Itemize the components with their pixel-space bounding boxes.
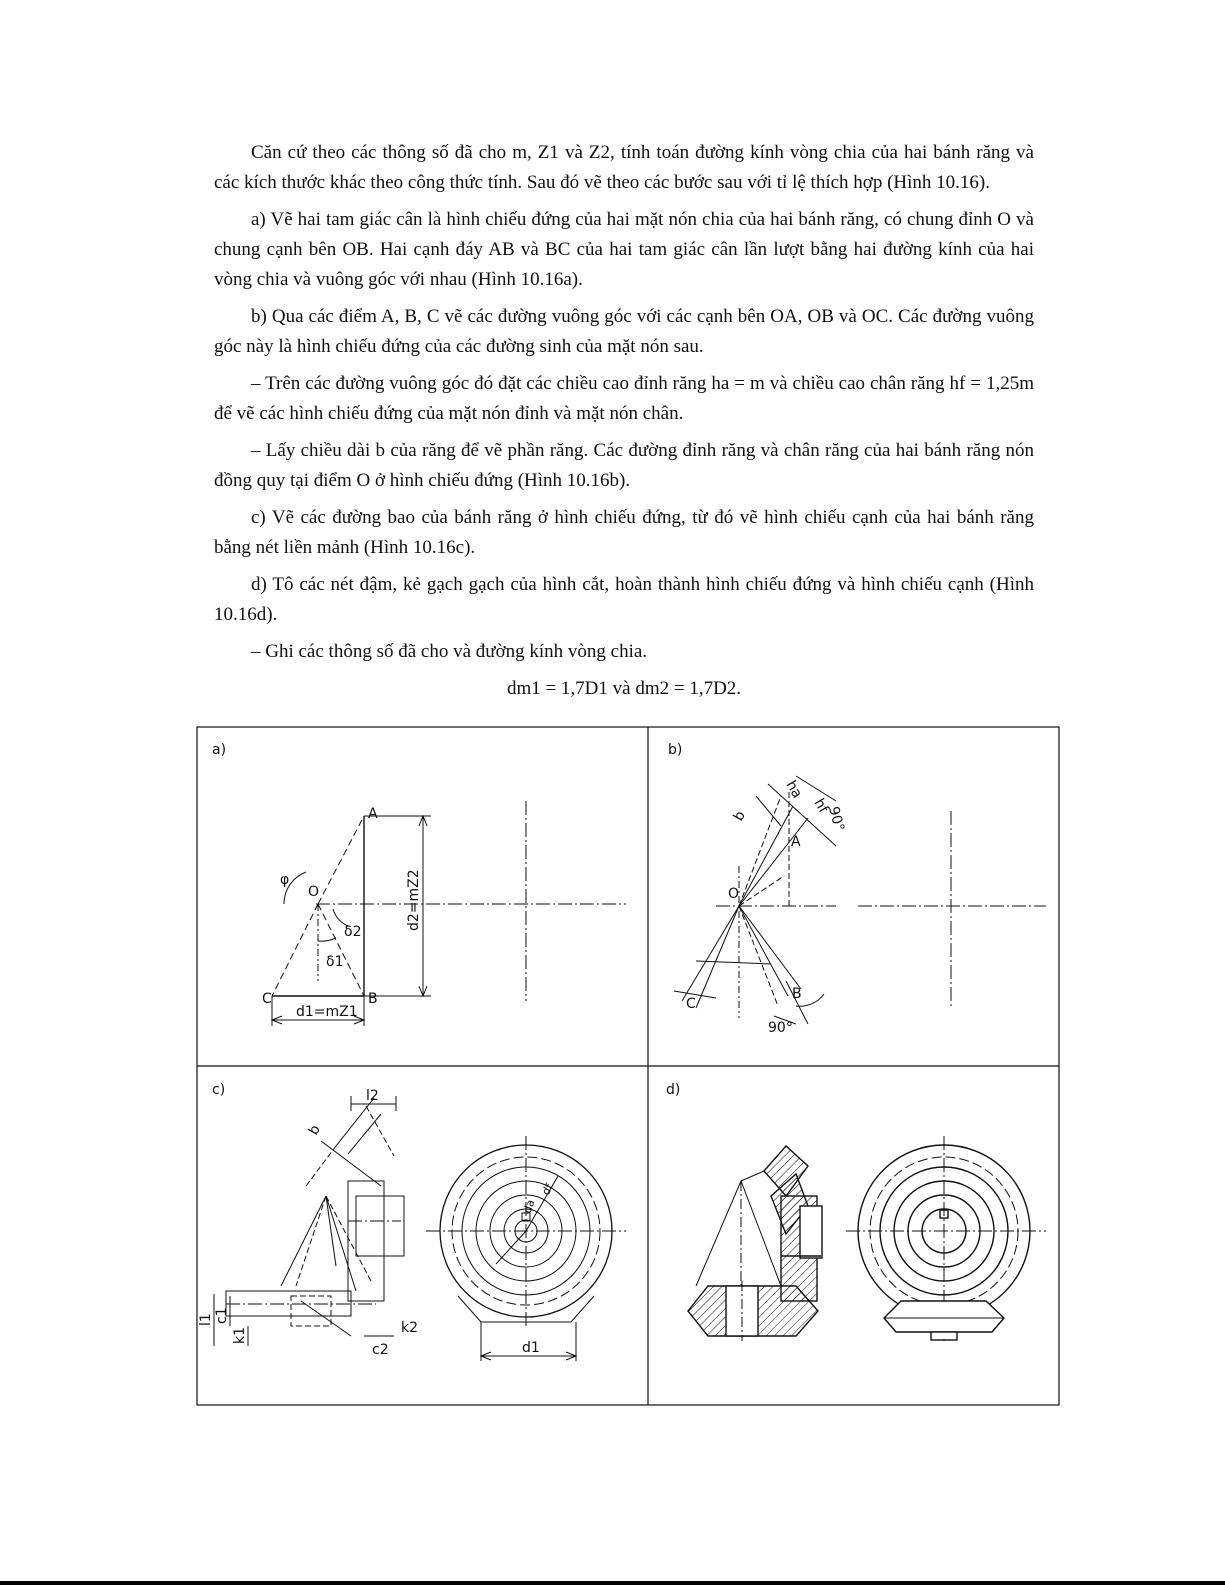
dimension-da-label: da: [520, 1197, 538, 1216]
figure-10-16: [196, 726, 1062, 1410]
page-bottom-rule: [0, 1581, 1225, 1585]
dimension-k2-label: k2: [401, 1320, 419, 1336]
tooth-length-b-label: b: [730, 808, 749, 824]
tooth-length-c-label: b: [305, 1122, 324, 1138]
dimension-k1-label: k1: [232, 1326, 248, 1344]
paragraph-step-d: d) Tô các nét đậm, kẻ gạch gạch của hình cắt, hoàn thành hình chiếu đứng và hình chiếu cạnh (Hình 10.16d).: [214, 574, 1034, 625]
body-text: [214, 138, 1034, 711]
equation: dm1 = 1,7D1 và dm2 = 1,7D2.: [506, 678, 742, 699]
dimension-l1-label: l1: [198, 1313, 214, 1326]
paragraph-step-a: a) Vẽ hai tam giác cân là hình chiếu đứng của hai mặt nón chia của hai bánh răng, có chung đỉnh O và chung cạnh bên OB. Hai cạnh đáy AB và BC của hai tam giác cân lần lượt bằng hai đường kính của hai vòng chia và vuông góc với nhau (Hình 10.16a).: [214, 209, 1034, 290]
panel-c-drawing: [214, 1096, 626, 1361]
dimension-d1-label: d1=mZ1: [296, 1004, 358, 1020]
point-c-label: C: [262, 991, 272, 1007]
point-b-label-b: B: [792, 986, 802, 1002]
paragraph-heights: – Trên các đường vuông góc đó đặt các chiều cao đỉnh răng ha = m và chiều cao chân răng hf = 1,25m để vẽ các hình chiếu đứng của mặt nón đỉnh và mặt nón chân.: [214, 373, 1034, 424]
angle-delta1-label: δ1: [326, 954, 344, 970]
dimension-d2-label: d2=mZ2: [406, 869, 422, 931]
point-o-label-b: O: [728, 886, 740, 902]
angle-delta2-label: δ2: [344, 924, 362, 940]
angle-90-top-label: 90°: [825, 804, 848, 834]
paragraph-annotate: – Ghi các thông số đã cho và đường kính vòng chia.: [251, 641, 648, 662]
panel-d-drawing: [688, 1136, 1046, 1341]
paragraph-intro: Căn cứ theo các thông số đã cho m, Z1 và Z2, tính toán đường kính vòng chia của hai bánh răng và các kích thước khác theo công thức tính. Sau đó vẽ theo các bước sau với tỉ lệ thích hợp (Hình 10.16).: [214, 142, 1034, 193]
addendum-ha-label: ha: [782, 778, 806, 802]
dedendum-hf-label: hf: [810, 796, 832, 816]
dimension-l2-label: l2: [366, 1088, 379, 1104]
point-a-label: A: [368, 806, 378, 822]
dimension-d1-side-label: d1: [522, 1340, 540, 1356]
paragraph-step-c: c) Vẽ các đường bao của bánh răng ở hình chiếu đứng, từ đó vẽ hình chiếu cạnh của hai bánh răng bằng nét liền mảnh (Hình 10.16c).: [214, 507, 1034, 558]
paragraph-tooth-length: – Lấy chiều dài b của răng để vẽ phần răng. Các đường đỉnh răng và chân răng của hai bánh răng nón đồng quy tại điểm O ở hình chiếu đứng (Hình 10.16b).: [214, 440, 1034, 491]
dimension-df-label: df: [539, 1181, 557, 1198]
panel-a-label: a): [212, 742, 227, 758]
panel-a-drawing: [272, 801, 626, 1026]
panel-b-label: b): [668, 742, 683, 758]
angle-90-bottom-label: 90°: [768, 1020, 793, 1036]
angle-phi-label: φ: [280, 872, 290, 888]
point-o-label: O: [308, 884, 320, 900]
dimension-c1-label: c1: [214, 1307, 230, 1324]
point-b-label: B: [368, 991, 378, 1007]
dimension-c2-label: c2: [372, 1342, 389, 1358]
point-c-label-b: C: [686, 996, 696, 1012]
panel-d-label: d): [666, 1082, 681, 1098]
paragraph-step-b: b) Qua các điểm A, B, C vẽ các đường vuông góc với các cạnh bên OA, OB và OC. Các đường vuông góc này là hình chiếu đứng của các đường sinh của mặt nón sau.: [214, 306, 1034, 357]
point-a-label-b: A: [791, 834, 801, 850]
panel-c-label: c): [212, 1082, 226, 1098]
